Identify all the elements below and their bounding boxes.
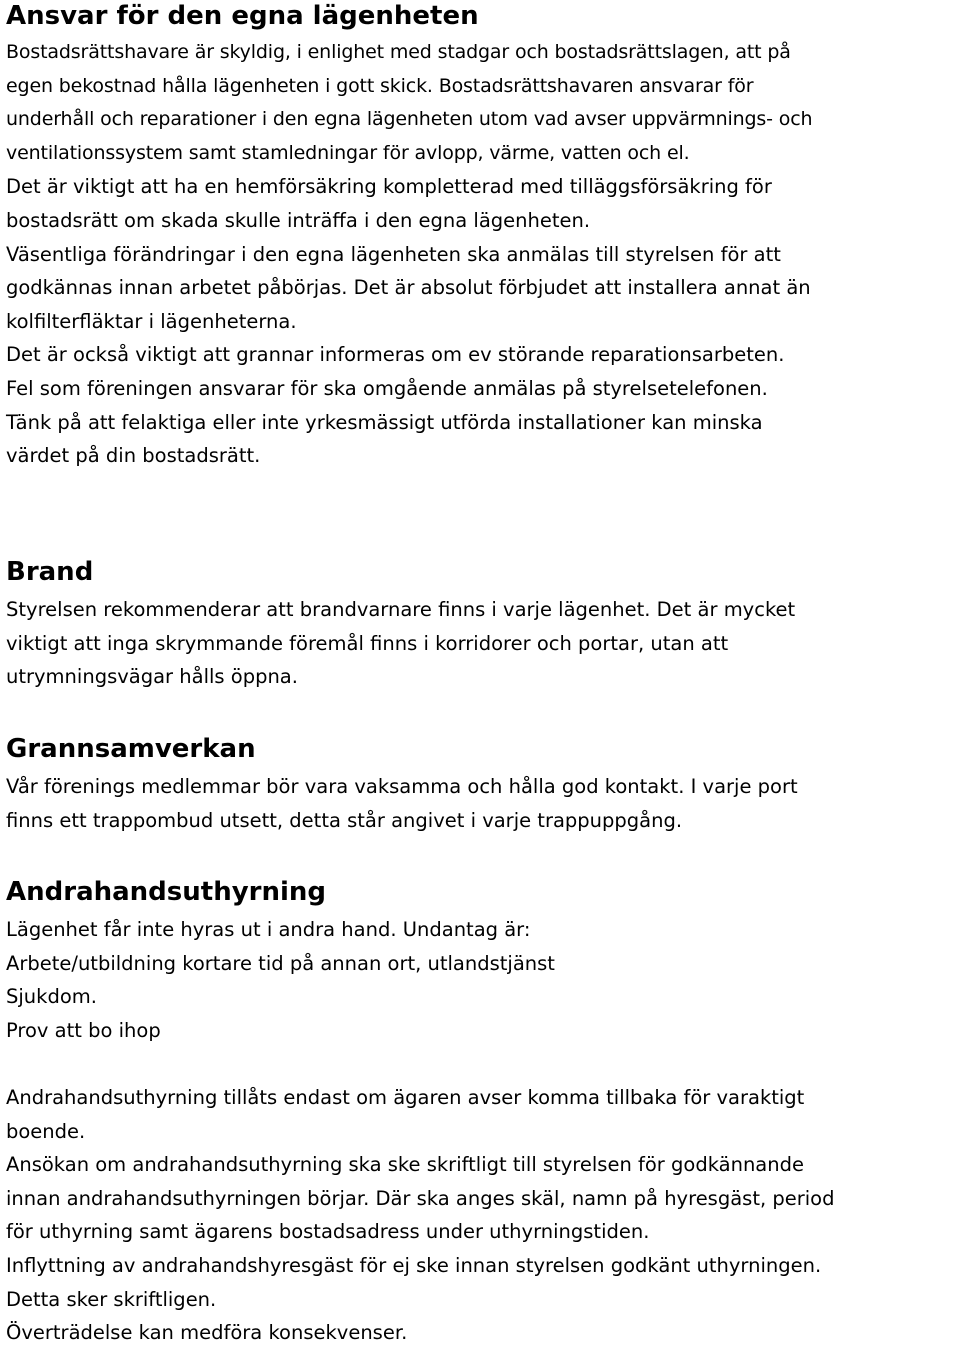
paragraph-line: Inflyttning av andrahandshyresgäst för ej ske innan styrelsen godkänt uthyrningen. xyxy=(6,1253,822,1277)
paragraph-line: Ansökan om andrahandsuthyrning ska ske skriftligt till styrelsen för godkännande xyxy=(6,1153,804,1177)
paragraph-spacer xyxy=(6,1047,835,1081)
paragraph-line: Tänk på att felaktiga eller inte yrkesmässigt utförda installationer kan minska xyxy=(6,410,763,434)
paragraph-line: Det är också viktigt att grannar informeras om ev störande reparationsarbeten. xyxy=(6,343,785,367)
paragraph-line: utrymningsvägar hålls öppna. xyxy=(6,665,298,689)
section-brand xyxy=(6,556,795,694)
section-heading-ansvar: Ansvar för den egna lägenheten xyxy=(6,1,479,31)
paragraph-line: Vår förenings medlemmar bör vara vaksamma och hålla god kontakt. I varje port xyxy=(6,775,798,798)
paragraph-line: Det är viktigt att ha en hemförsäkring kompletterad med tilläggsförsäkring för xyxy=(6,175,772,199)
paragraph-line: Lägenhet får inte hyras ut i andra hand. Undantag är: xyxy=(6,918,531,941)
section-heading-brand: Brand xyxy=(6,557,94,587)
paragraph-line: innan andrahandsuthyrningen börjar. Där ska anges skäl, namn på hyresgäst, period xyxy=(6,1186,835,1210)
paragraph-line: Styrelsen rekommenderar att brandvarnare finns i varje lägenhet. Det är mycket xyxy=(6,598,796,621)
paragraph-line: egen bekostnad hålla lägenheten i gott skick. Bostadsrättshavaren ansvarar för xyxy=(6,74,754,97)
paragraph-line: ventilationssystem samt stamledningar för avlopp, värme, vatten och el. xyxy=(6,141,690,164)
paragraph-line: Bostadsrättshavare är skyldig, i enlighet med stadgar och bostadsrättslagen, att på xyxy=(6,41,791,63)
paragraph-line: Arbete/utbildning kortare tid på annan ort, utlandstjänst xyxy=(6,951,555,975)
paragraph-line: värdet på din bostadsrätt. xyxy=(6,444,261,468)
paragraph-line: bostadsrätt om skada skulle inträffa i den egna lägenheten. xyxy=(6,208,591,232)
paragraph-line: Prov att bo ihop xyxy=(6,1018,161,1042)
paragraph-line: viktigt att inga skrymmande föremål finns i korridorer och portar, utan att xyxy=(6,631,729,655)
paragraph-line: kolfilterfläktar i lägenheterna. xyxy=(6,309,297,333)
paragraph-line: godkännas innan arbetet påbörjas. Det är absolut förbjudet att installera annat än xyxy=(6,276,811,300)
section-heading-grannsamverkan: Grannsamverkan xyxy=(6,734,256,764)
paragraph-line: finns ett trappombud utsett, detta står angivet i varje trappuppgång. xyxy=(6,808,683,832)
paragraph-line: Fel som föreningen ansvarar för ska omgående anmälas på styrelsetelefonen. xyxy=(6,376,768,400)
paragraph-line: Sjukdom. xyxy=(6,985,97,1009)
section-andrahandsuthyrning xyxy=(6,876,835,1350)
paragraph-line: Andrahandsuthyrning tillåts endast om ägaren avser komma tillbaka för varaktigt xyxy=(6,1085,805,1109)
paragraph-line: Detta sker skriftligen. xyxy=(6,1287,217,1311)
paragraph-line: för uthyrning samt ägarens bostadsadress under uthyrningstiden. xyxy=(6,1220,650,1244)
paragraph-line: boende. xyxy=(6,1119,86,1143)
section-grannsamverkan xyxy=(6,733,798,837)
paragraph-line: Överträdelse kan medföra konsekvenser. xyxy=(6,1321,408,1345)
section-heading-andrahandsuthyrning: Andrahandsuthyrning xyxy=(6,877,327,907)
paragraph-line: Väsentliga förändringar i den egna lägenheten ska anmälas till styrelsen för att xyxy=(6,242,781,266)
paragraph-line: underhåll och reparationer i den egna lägenheten utom vad avser uppvärmnings- och xyxy=(6,108,813,131)
